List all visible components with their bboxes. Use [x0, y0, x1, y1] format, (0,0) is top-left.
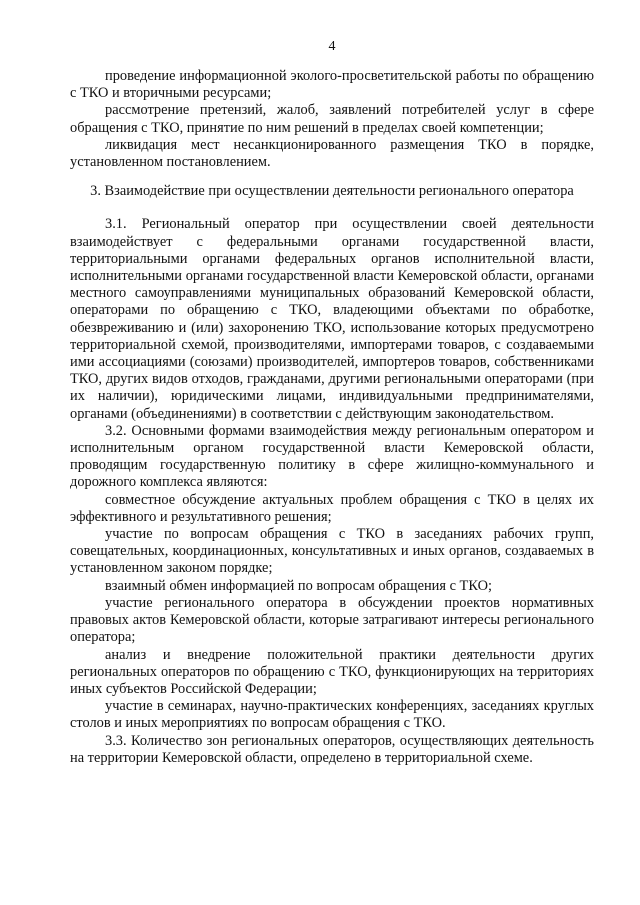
list-item: участие по вопросам обращения с ТКО в заседаниях рабочих групп, совещательных, координационных, консультативных и иных органов, создаваемых в установленном законом порядке;: [70, 526, 594, 577]
top-items-list: [70, 68, 594, 171]
list-item: ликвидация мест несанкционированного размещения ТКО в порядке, установленном постановлением.: [70, 136, 594, 171]
list-item: участие регионального оператора в обсуждении проектов нормативных правовых актов Кемеровской области, которые затрагивают интересы регионального оператора;: [70, 594, 594, 646]
page-number: 4: [328, 39, 336, 54]
list-item: анализ и внедрение положительной практики деятельности других региональных операторов по обращению с ТКО, функционирующих на территориях иных субъектов Российской Федерации;: [70, 646, 594, 697]
list-item: проведение информационной эколого-просветительской работы по обращению с ТКО и вторичными ресурсами;: [70, 68, 594, 102]
section-heading: 3. Взаимодействие при осуществлении деятельности регионального оператора: [90, 183, 574, 200]
paragraph-3-1: 3.1. Региональный оператор при осуществлении своей деятельности взаимодействует с федеральными органами государственной власти, территориальными органами федеральных органов исполнительной власти, исполнительными органами государственной власти Кемеровской области, органами местного самоуправлениями муниципальных образований Кемеровской области, операторами по обращению с ТКО, владеющими объектами по обработке, обезвреживанию и (или) захоронению ТКО, использование которых предусмотрено территориальной схемой, производителями, импортерами товаров, с создаваемыми ими ассоциациями (союзами) производителей, импортеров товаров, собственниками ТКО, других видов отходов, гражданами, другими региональными операторами (при их наличии), юридическими лицами, индивидуальными предпринимателями, органами (объединениями) в соответствии с действующим законодательством.: [70, 216, 594, 422]
section-body: [70, 216, 594, 767]
paragraph-3-3: 3.3. Количество зон региональных операторов, осуществляющих деятельность на территории Кемеровской области, определено в территориальной схеме.: [70, 732, 594, 766]
list-item: взаимный обмен информацией по вопросам обращения с ТКО;: [105, 577, 492, 594]
list-item: совместное обсуждение актуальных проблем обращения с ТКО в целях их эффективного и результативного решения;: [70, 491, 594, 525]
list-item: рассмотрение претензий, жалоб, заявлений потребителей услуг в сфере обращения с ТКО, принятие по ним решений в пределах своей компетенции;: [70, 102, 594, 136]
list-item: участие в семинарах, научно-практических конференциях, заседаниях круглых столов и иных мероприятиях по вопросам обращения с ТКО.: [70, 698, 594, 732]
paragraph-3-2: 3.2. Основными формами взаимодействия между региональным оператором и исполнительным органом государственной власти Кемеровской области, проводящим государственную политику в сфере жилищно-коммунального и дорожного комплекса являются:: [70, 422, 594, 491]
